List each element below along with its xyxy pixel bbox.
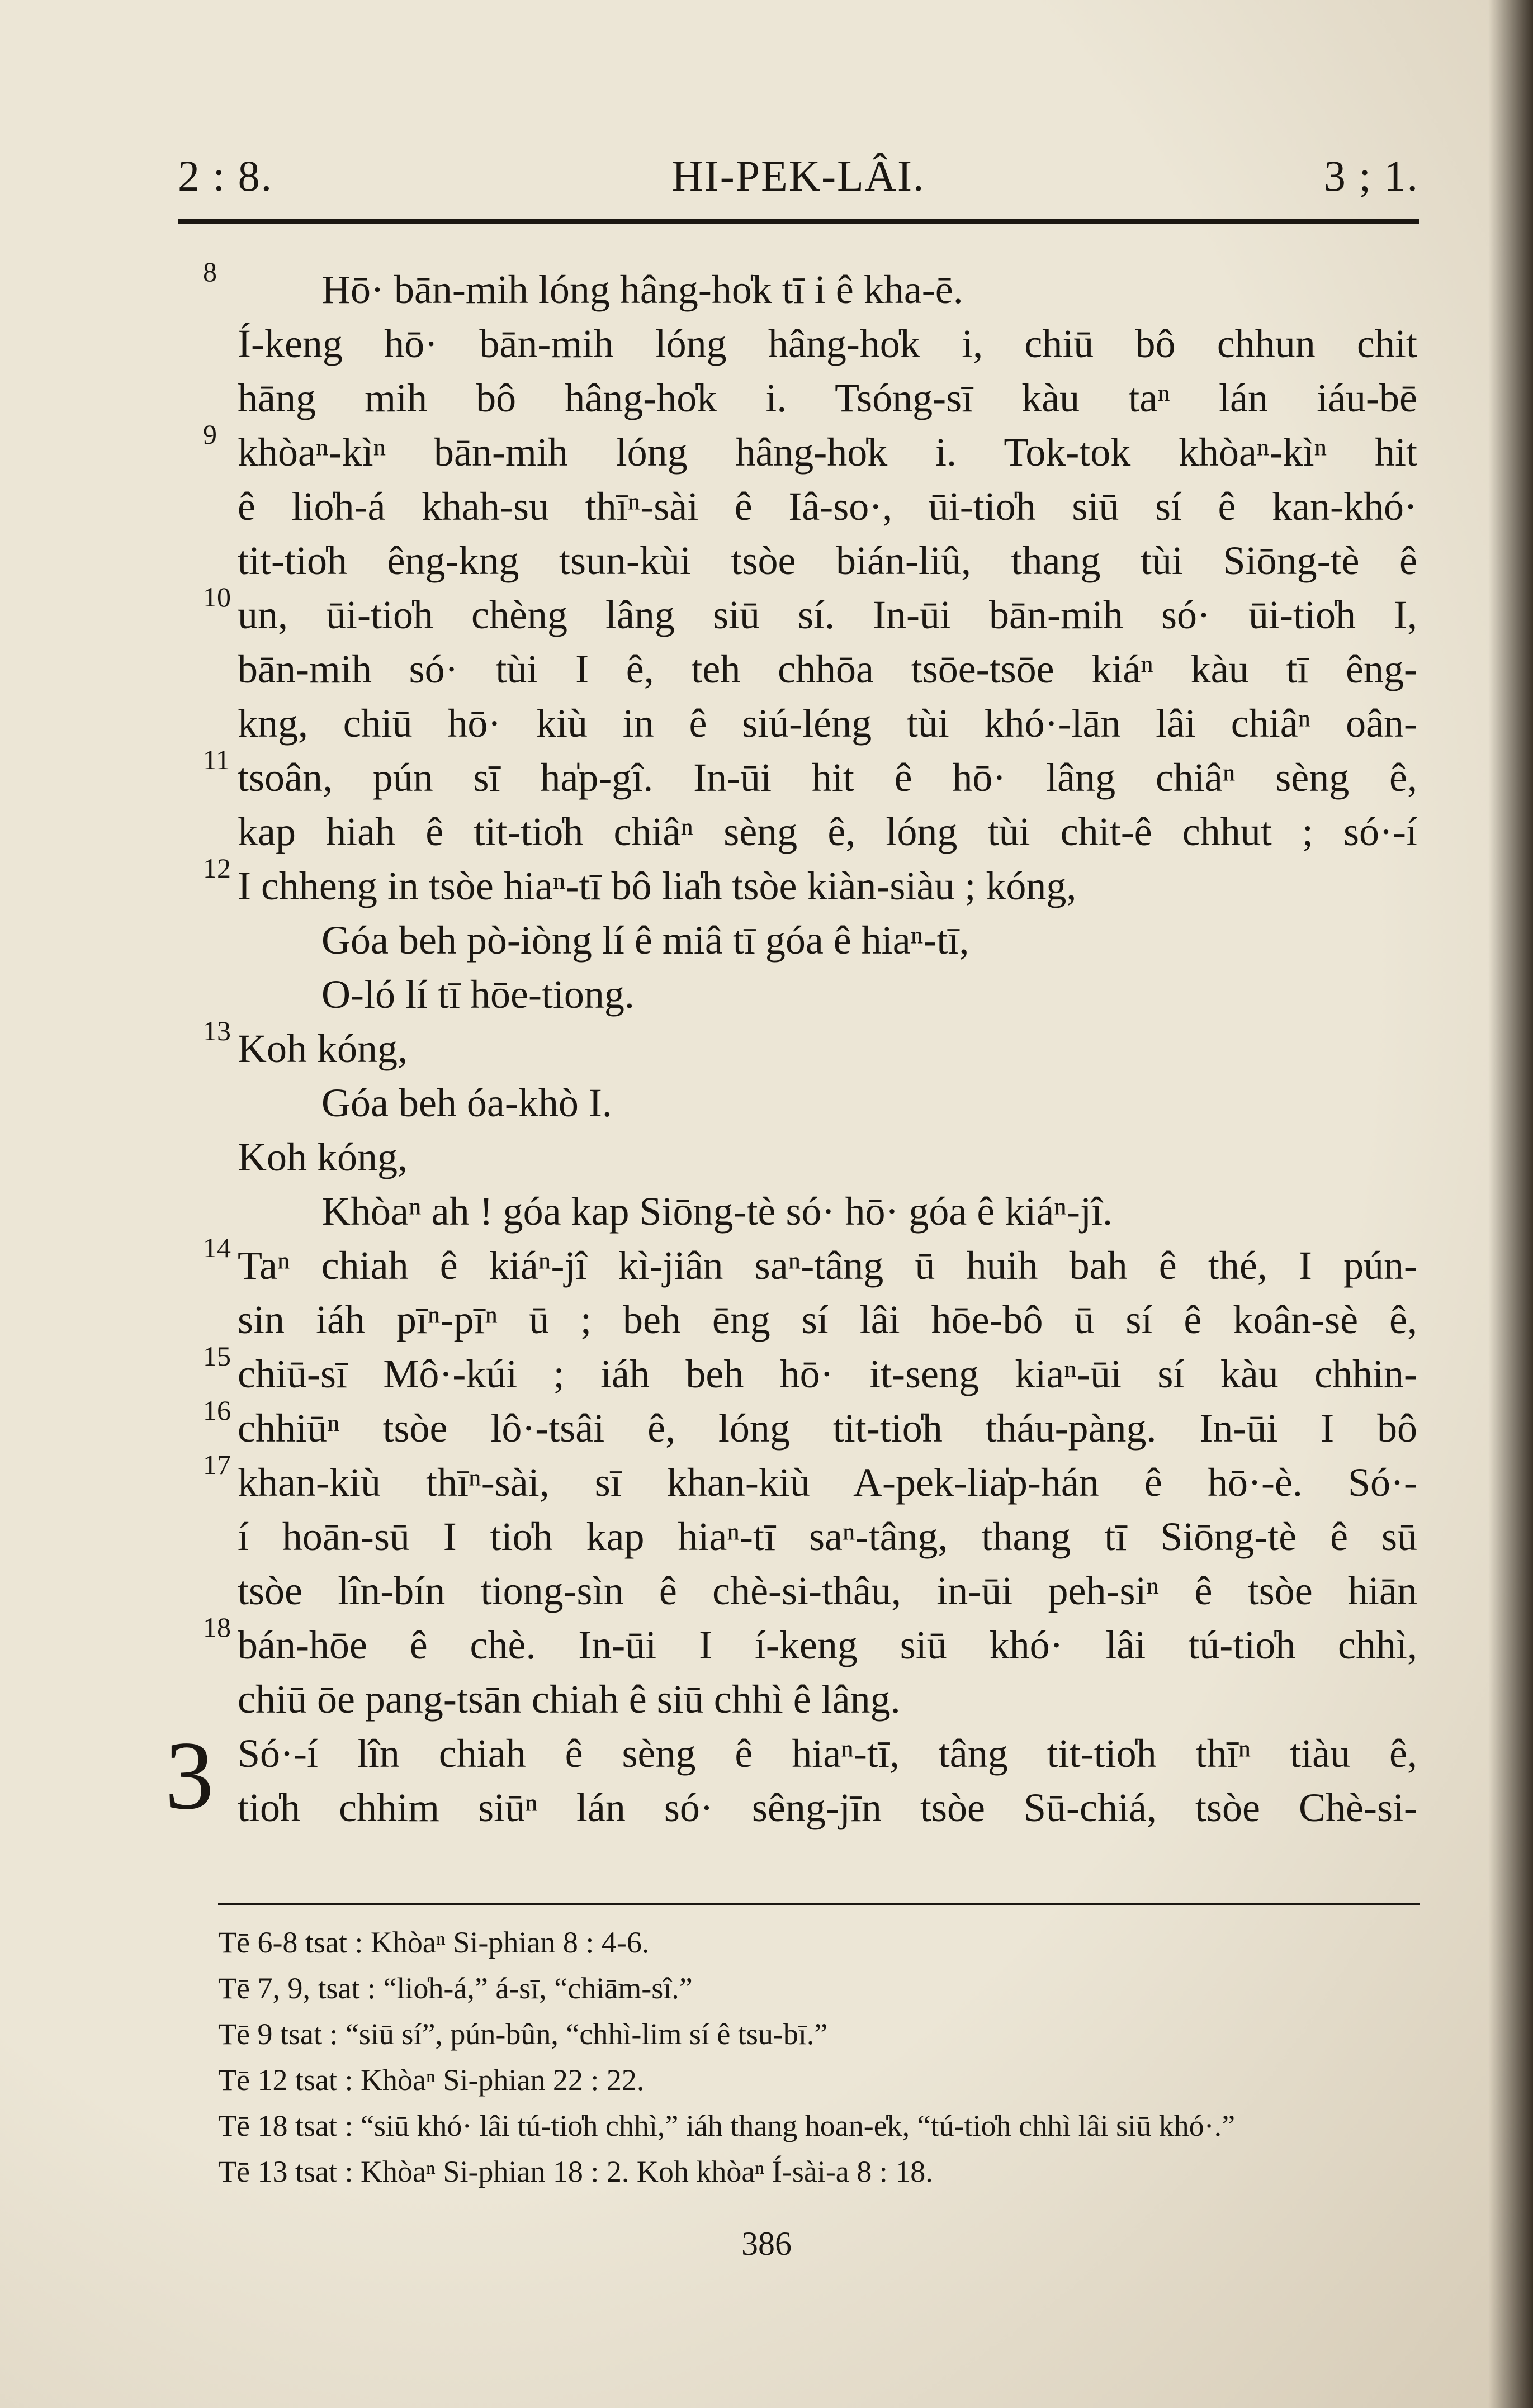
line-text: sin iáh pīⁿ-pīⁿ ū ; beh ēng sí lâi hōe-bô ū sí ê koân-sè ê, bbox=[238, 1297, 1417, 1342]
body-text bbox=[165, 256, 1417, 1835]
line-text: Í-keng hō· bān-mih lóng hâng-ho̍k i, chiū bô chhun chit bbox=[238, 321, 1417, 366]
header-book-title: HI-PEK-LÂI. bbox=[671, 151, 925, 200]
line-text: khan-kiù thīⁿ-sài, sī khan-kiù A-pek-lia̍p-hán ê hō·-è. Só·- bbox=[238, 1460, 1417, 1505]
page-edge-shadow bbox=[1488, 0, 1533, 2408]
text-line bbox=[238, 642, 1417, 696]
line-text: Khòaⁿ ah ! góa kap Siōng-tè só· hō· góa ê kiáⁿ-jî. bbox=[321, 1189, 1113, 1234]
text-line bbox=[238, 534, 1417, 588]
text-line bbox=[238, 1184, 1417, 1239]
text-line bbox=[238, 1130, 1417, 1184]
verse-number: 11 bbox=[203, 744, 230, 775]
verse-number: 14 bbox=[203, 1232, 231, 1263]
line-text: Góa beh pò-iòng lí ê miâ tī góa ê hiaⁿ-tī, bbox=[321, 918, 969, 963]
footnote: Tē 13 tsat : Khòaⁿ Si-phian 18 : 2. Koh khòaⁿ Í-sài-a 8 : 18. bbox=[218, 2155, 933, 2188]
verse-number: 12 bbox=[203, 852, 231, 884]
text-line bbox=[203, 1340, 1417, 1401]
text-line bbox=[238, 317, 1417, 371]
verse-number: 15 bbox=[203, 1340, 231, 1372]
line-text: tsoân, pún sī ha̍p-gî. In-ūi hit ê hō· lâng chiâⁿ sèng ê, bbox=[238, 755, 1417, 800]
line-text: un, ūi-tio̍h chèng lâng siū sí. In-ūi bān-mih só· ūi-tio̍h I, bbox=[238, 592, 1417, 637]
verse-number: 8 bbox=[203, 256, 217, 287]
line-text: Taⁿ chiah ê kiáⁿ-jî kì-jiân saⁿ-tâng ū huih bah ê thé, I pún- bbox=[238, 1243, 1417, 1288]
text-line bbox=[238, 1076, 1417, 1130]
verse-number: 10 bbox=[203, 581, 231, 613]
line-text: Só·-í lîn chiah ê sèng ê hiaⁿ-tī, tâng tit-tio̍h thīⁿ tiàu ê, bbox=[238, 1731, 1417, 1776]
line-text: I chheng in tsòe hiaⁿ-tī bô lia̍h tsòe kiàn-siàu ; kóng, bbox=[238, 864, 1077, 908]
line-text: tit-tio̍h êng-kng tsun-kùi tsòe bián-liû, thang tùi Siōng-tè ê bbox=[238, 538, 1417, 583]
line-text: bān-mih só· tùi I ê, teh chhōa tsōe-tsōe kiáⁿ kàu tī êng- bbox=[238, 647, 1417, 691]
line-text: Góa beh óa-khò I. bbox=[321, 1080, 612, 1125]
text-line bbox=[238, 913, 1417, 968]
verse-number: 13 bbox=[203, 1015, 231, 1046]
text-line bbox=[238, 371, 1417, 425]
line-text: O-ló lí tī hōe-tiong. bbox=[321, 972, 635, 1017]
text-line bbox=[238, 1293, 1417, 1347]
line-text: Koh kóng, bbox=[238, 1135, 408, 1179]
header-rule bbox=[178, 219, 1419, 224]
text-line bbox=[203, 1395, 1417, 1456]
footnote: Tē 6-8 tsat : Khòaⁿ Si-phian 8 : 4-6. bbox=[218, 1926, 650, 1959]
verse-number: 18 bbox=[203, 1611, 231, 1643]
text-line bbox=[238, 1564, 1417, 1618]
line-text: tsòe lîn-bín tiong-sìn ê chè-si-thâu, in-ūi peh-siⁿ ê tsòe hiān bbox=[238, 1568, 1417, 1613]
text-line bbox=[203, 744, 1417, 805]
text-line bbox=[238, 968, 1417, 1022]
text-line bbox=[203, 1015, 1417, 1076]
text-line bbox=[203, 1232, 1417, 1293]
line-text: chiū-sī Mô·-kúi ; iáh beh hō· it-seng kiaⁿ-ūi sí kàu chhin- bbox=[238, 1352, 1417, 1396]
line-text: kap hiah ê tit-tio̍h chiâⁿ sèng ê, lóng tùi chit-ê chhut ; só·-í bbox=[238, 809, 1417, 854]
line-text: Koh kóng, bbox=[238, 1026, 408, 1071]
footnote: Tē 18 tsat : “siū khó· lâi tú-tio̍h chhì,” iáh thang hoan-e̍k, “tú-tio̍h chhì lâi siū khó·.” bbox=[218, 2109, 1236, 2142]
text-line bbox=[238, 1781, 1417, 1835]
text-line bbox=[203, 852, 1417, 913]
line-text: í hoān-sū I tio̍h kap hiaⁿ-tī saⁿ-tâng, thang tī Siōng-tè ê sū bbox=[238, 1514, 1417, 1559]
line-text: tio̍h chhim siūⁿ lán só· sêng-jīn tsòe Sū-chiá, tsòe Chè-si- bbox=[238, 1785, 1417, 1830]
footnote: Tē 7, 9, tsat : “lio̍h-á,” á-sī, “chiām-sî.” bbox=[218, 1971, 693, 2005]
running-header bbox=[178, 151, 1419, 201]
text-line bbox=[238, 1672, 1417, 1727]
text-line bbox=[203, 256, 1417, 317]
header-chapter-end: 3 ; 1. bbox=[1323, 151, 1419, 200]
line-text: chhiūⁿ tsòe lô·-tsâi ê, lóng tit-tio̍h tháu-pàng. In-ūi I bô bbox=[238, 1406, 1417, 1451]
text-line bbox=[203, 1449, 1417, 1510]
verse-number: 17 bbox=[203, 1449, 231, 1480]
footnote: Tē 9 tsat : “siū sí”, pún-bûn, “chhì-lim sí ê tsu-bī.” bbox=[218, 2017, 828, 2051]
verse-number: 16 bbox=[203, 1395, 231, 1426]
header-chapter-start: 2 : 8. bbox=[178, 151, 273, 200]
line-text: kng, chiū hō· kiù in ê siú-léng tùi khó·-lān lâi chiâⁿ oân- bbox=[238, 701, 1417, 746]
text-line bbox=[203, 1611, 1417, 1672]
line-text: hāng mih bô hâng-ho̍k i. Tsóng-sī kàu taⁿ lán iáu-bē bbox=[238, 376, 1417, 420]
text-line bbox=[238, 696, 1417, 751]
text-line bbox=[238, 1510, 1417, 1564]
line-text: bán-hōe ê chè. In-ūi I í-keng siū khó· lâi tú-tio̍h chhì, bbox=[238, 1623, 1417, 1667]
page-number: 386 bbox=[741, 2225, 792, 2262]
text-line bbox=[203, 581, 1417, 642]
line-text: Hō· bān-mih lóng hâng-ho̍k tī i ê kha-ē. bbox=[321, 267, 963, 312]
chapter-number: 3 bbox=[165, 1721, 214, 1829]
line-text: chiū ōe pang-tsān chiah ê siū chhì ê lâng. bbox=[238, 1677, 901, 1722]
text-line bbox=[238, 480, 1417, 534]
text-line bbox=[203, 419, 1417, 480]
text-line bbox=[238, 805, 1417, 859]
line-text: khòaⁿ-kìⁿ bān-mih lóng hâng-ho̍k i. Tok-tok khòaⁿ-kìⁿ hit bbox=[238, 430, 1417, 475]
footnote: Tē 12 tsat : Khòaⁿ Si-phian 22 : 22. bbox=[218, 2063, 645, 2097]
footnotes bbox=[218, 1903, 1420, 2194]
verse-number: 9 bbox=[203, 419, 217, 450]
line-text: ê lio̍h-á khah-su thīⁿ-sài ê Iâ-so·, ūi-tio̍h siū sí ê kan-khó· bbox=[238, 484, 1417, 529]
